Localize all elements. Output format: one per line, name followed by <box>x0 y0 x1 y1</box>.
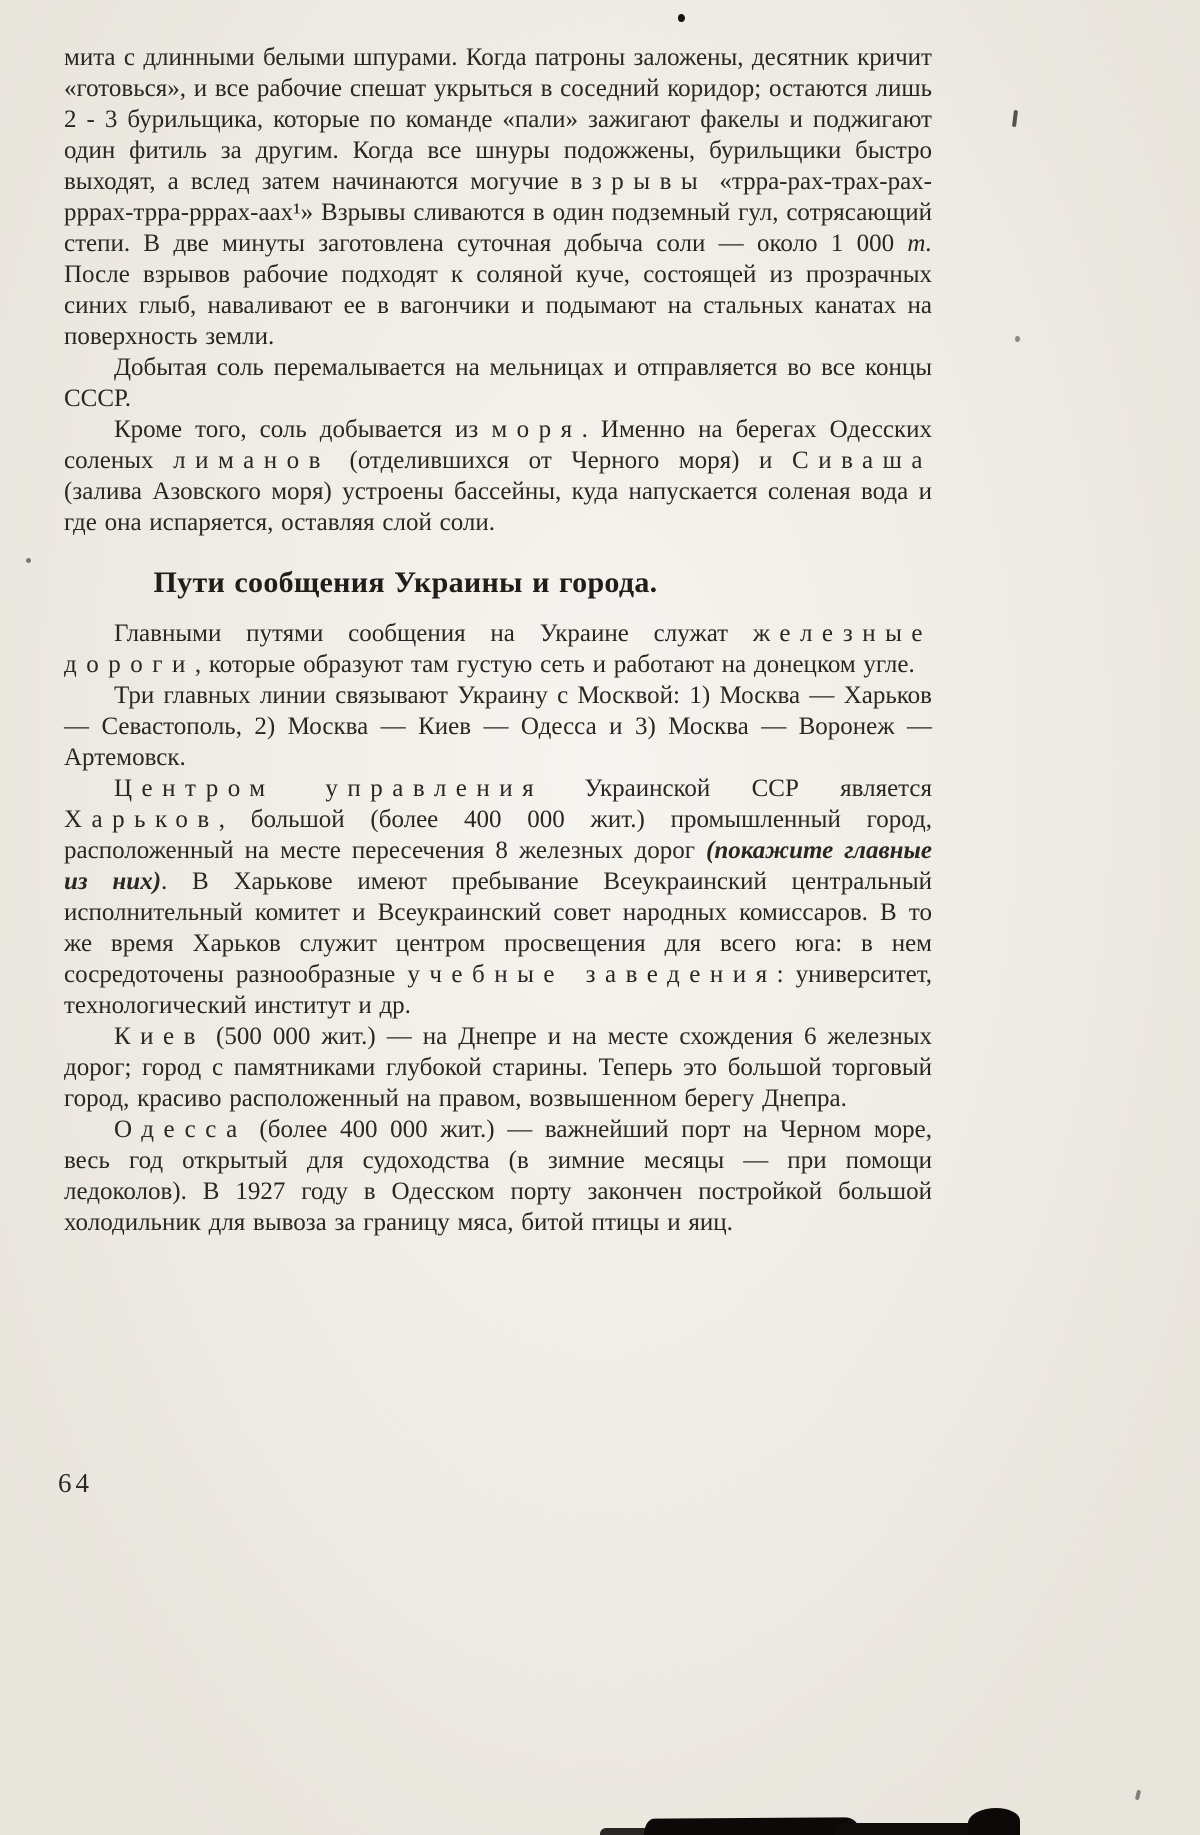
text-segment: «трра-рах-трах-рах-рррах-трра-рррах-аах¹» Взрывы сливаются в один подземный гул, сотрясающий степи. В две минуты заготовлена суточная добыча соли — около 1 000 <box>64 168 932 257</box>
scan-speck-bottom-right <box>1135 1790 1141 1801</box>
text-column <box>64 42 932 1238</box>
italic-unit-tonn: т. <box>907 230 932 257</box>
spaced-word-kiev: Киев <box>114 1023 205 1050</box>
text-segment: , которые образуют там густую сеть и работают на донецком угле. <box>194 651 915 678</box>
spaced-word-odessa: Одесса <box>114 1116 247 1143</box>
spaced-word-zheleznye-dorogi: железные дороги <box>64 620 932 678</box>
paragraph-sea-salt <box>64 414 932 538</box>
scan-smudge-bottom-3 <box>968 1808 1020 1835</box>
text-segment: Кроме того, соль добывается из <box>114 416 492 443</box>
spaced-word-morya: моря <box>491 416 582 443</box>
paragraph-railways <box>64 618 932 680</box>
spaced-word-kharkov: Харьков <box>64 806 219 833</box>
scan-speck-right <box>1015 336 1020 342</box>
text-segment: . Именно на берегах Одесских соленых <box>64 416 932 474</box>
page-number: 64 <box>58 1468 93 1498</box>
text-segment: (500 000 жит.) — на Днепре и на месте схождения 6 железных дорог; город с памятниками глубокой старины. Теперь это большой торговый город, красиво расположенный на правом, возвышенном берегу Днепра. <box>64 1023 932 1112</box>
spaced-word-uchebnye-zavedeniya: учебные заведения <box>407 961 777 988</box>
scan-speck-top <box>678 14 685 22</box>
scan-smudge-bottom-1 <box>644 1817 859 1835</box>
spaced-word-limanov: лиманов <box>173 447 330 474</box>
text-segment: Три главных линии связывают Украину с Москвой: 1) Москва — Харьков — Севастополь, 2) Москва — Киев — Одесса и 3) Москва — Воронеж — Артемовск. <box>64 682 932 771</box>
text-segment: . В Харькове имеют пребывание Всеукраинский центральный исполнительный комитет и Всеукраинский совет народных комиссаров. В то же время Харьков служит центром просвещения для всего юга: в нем сосредоточены разнообразные <box>64 868 932 988</box>
paragraph-salt-milling <box>64 352 932 414</box>
text-segment: (отделившихся от Черного моря) и <box>329 447 793 474</box>
scan-speck-left-margin <box>26 558 31 563</box>
text-segment: (более 400 000 жит.) — важнейший порт на Черном море, весь год открытый для судоходства (в зимние месяцы — при помощи ледоколов). В 1927 году в Одесском порту закончен постройкой большой холодильник для вывоза за границу мяса, битой птицы и яиц. <box>64 1116 932 1236</box>
paragraph-kiev <box>64 1021 932 1114</box>
text-segment: , большой (более 400 000 жит.) промышленный город, расположенный на месте пересечения 8 железных дорог <box>64 806 932 864</box>
spaced-word-tsentrom-upravleniya: Центром управления <box>114 775 544 802</box>
scan-smudge-bottom-tail <box>600 1828 660 1835</box>
text-segment: (залива Азовского моря) устроены бассейны, куда напускается соленая вода и где она испаряется, оставляя слой соли. <box>64 478 932 536</box>
paragraph-kharkov <box>64 773 932 1021</box>
paragraph-odessa <box>64 1114 932 1238</box>
scan-mark-right-upper <box>1012 110 1018 127</box>
text-segment: : университет, технологический институт и др. <box>64 961 932 1019</box>
spaced-word-sivasha: Сиваша <box>792 447 932 474</box>
italic-note-pokazhite: (покажите главные из них) <box>64 837 933 895</box>
section-heading: Пути сообщения Украины и города. <box>153 566 658 599</box>
text-segment: Добытая соль перемалывается на мельницах и отправляется во все концы СССР. <box>64 354 932 412</box>
text-segment: После взрывов рабочие подходят к соляной куче, состоящей из прозрачных синих глыб, наваливают ее в вагончики и подымают на стальных канатах на поверхность земли. <box>64 261 932 350</box>
paragraph-salt-blasting <box>64 42 932 352</box>
text-segment: мита с длинными белыми шпурами. Когда патроны заложены, десятник кричит «готовься», и все рабочие спешат укрыться в соседний коридор; остаются лишь 2 - 3 бурильщика, которые по команде «пали» зажигают факелы и поджигают один фитиль за другим. Когда все шнуры подожжены, бурильщики быстро выходят, а вслед затем начинаются могучие <box>64 44 932 195</box>
text-segment: Украинской ССР является <box>543 775 932 802</box>
spaced-word-vzryvy: взрывы <box>570 168 708 195</box>
paragraph-main-lines <box>64 680 932 773</box>
scan-smudge-bottom-2 <box>835 1823 985 1835</box>
text-segment: Главными путями сообщения на Украине служат <box>114 620 753 647</box>
